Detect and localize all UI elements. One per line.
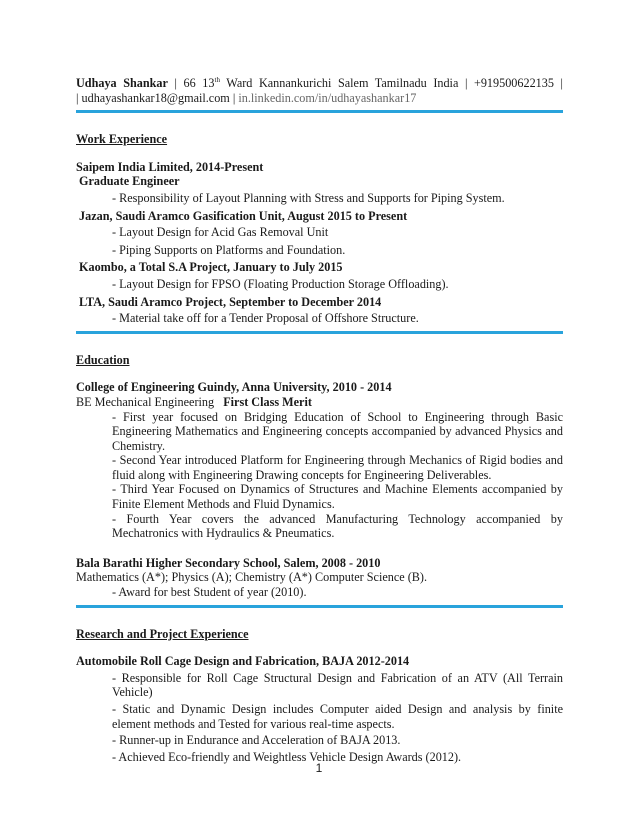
list-item: - Material take off for a Tender Proposal of Offshore Structure. [112, 311, 419, 326]
degree-line: BE Mechanical Engineering First Class Merit [76, 394, 312, 409]
contact-line-2: | udhayashankar18@gmail.com | in.linkedin.com/in/udhayashankar17 [76, 90, 417, 105]
list-item: - Award for best Student of year (2010). [112, 585, 307, 600]
list-item: - Layout Design for Acid Gas Removal Unit [112, 225, 329, 240]
list-item: - First year focused on Bridging Education of School to Engineering through Basic Engineering Mathematics and Engineering concepts accompanied by advanced Physics and Chemistry. [112, 409, 563, 453]
list-item: - Runner-up in Endurance and Acceleration of BAJA 2013. [112, 733, 401, 748]
resume-content [76, 76, 563, 764]
research-heading: Research and Project Experience [76, 626, 249, 641]
phone-number: +919500622135 [473, 76, 554, 90]
project-title: Kaombo, a Total S.A Project, January to July 2015 [79, 260, 343, 275]
merit-label: First Class Merit [223, 394, 312, 409]
list-item: - Piping Supports on Platforms and Foundation. [112, 242, 346, 257]
linkedin-link[interactable]: in.linkedin.com/in/udhayashankar17 [238, 90, 417, 105]
college-name: College of Engineering Guindy, Anna University, 2010 - 2014 [76, 380, 392, 395]
list-item: - Third Year Focused on Dynamics of Structures and Machine Elements accompanied by Finite Element Methods and Fluid Dynamics. [112, 482, 563, 512]
project-title: Jazan, Saudi Aramco Gasification Unit, August 2015 to Present [79, 208, 408, 223]
research-project-title: Automobile Roll Cage Design and Fabrication, BAJA 2012-2014 [76, 654, 410, 669]
work-experience-heading: Work Experience [76, 132, 168, 147]
education-heading: Education [76, 352, 130, 367]
list-item: - Achieved Eco-friendly and Weightless Vehicle Design Awards (2012). [112, 749, 462, 764]
address: 66 13th Ward Kannankurichi Salem Tamilnadu India [183, 75, 459, 90]
candidate-name: Udhaya Shankar [76, 76, 168, 90]
work-company: Saipem India Limited, 2014-Present [76, 159, 264, 174]
school-name: Bala Barathi Higher Secondary School, Salem, 2008 - 2010 [76, 555, 381, 570]
list-item: - Responsibility of Layout Planning with Stress and Supports for Piping System. [112, 190, 505, 205]
list-item: - Fourth Year covers the advanced Manufacturing Technology accompanied by Mechatronics with Hydraulics & Pneumatics. [112, 511, 563, 541]
list-item: - Static and Dynamic Design includes Computer aided Design and analysis by finite element methods and Tested for various real-time aspects. [112, 702, 563, 731]
school-grades: Mathematics (A*); Physics (A); Chemistry (A*) Computer Science (B). [76, 570, 427, 585]
list-item: - Layout Design for FPSO (Floating Production Storage Offloading). [112, 276, 449, 291]
list-item: - Second Year introduced Platform for Engineering through Mechanics of Rigid bodies and fluid along with Engineering Drawing concepts for Engineering Deliverables. [112, 453, 563, 482]
project-title: LTA, Saudi Aramco Project, September to December 2014 [79, 294, 382, 309]
page-number: 1 [315, 761, 323, 775]
list-item: - Responsible for Roll Cage Structural Design and Fabrication of an ATV (All Terrain Vehicle) [112, 670, 563, 700]
contact-line-1: Udhaya Shankar | 66 13th Ward Kannankurichi Salem Tamilnadu India | +919500622135 | [76, 75, 563, 90]
email-link[interactable]: udhayashankar18@gmail.com [81, 90, 230, 105]
work-role: Graduate Engineer [79, 174, 180, 189]
